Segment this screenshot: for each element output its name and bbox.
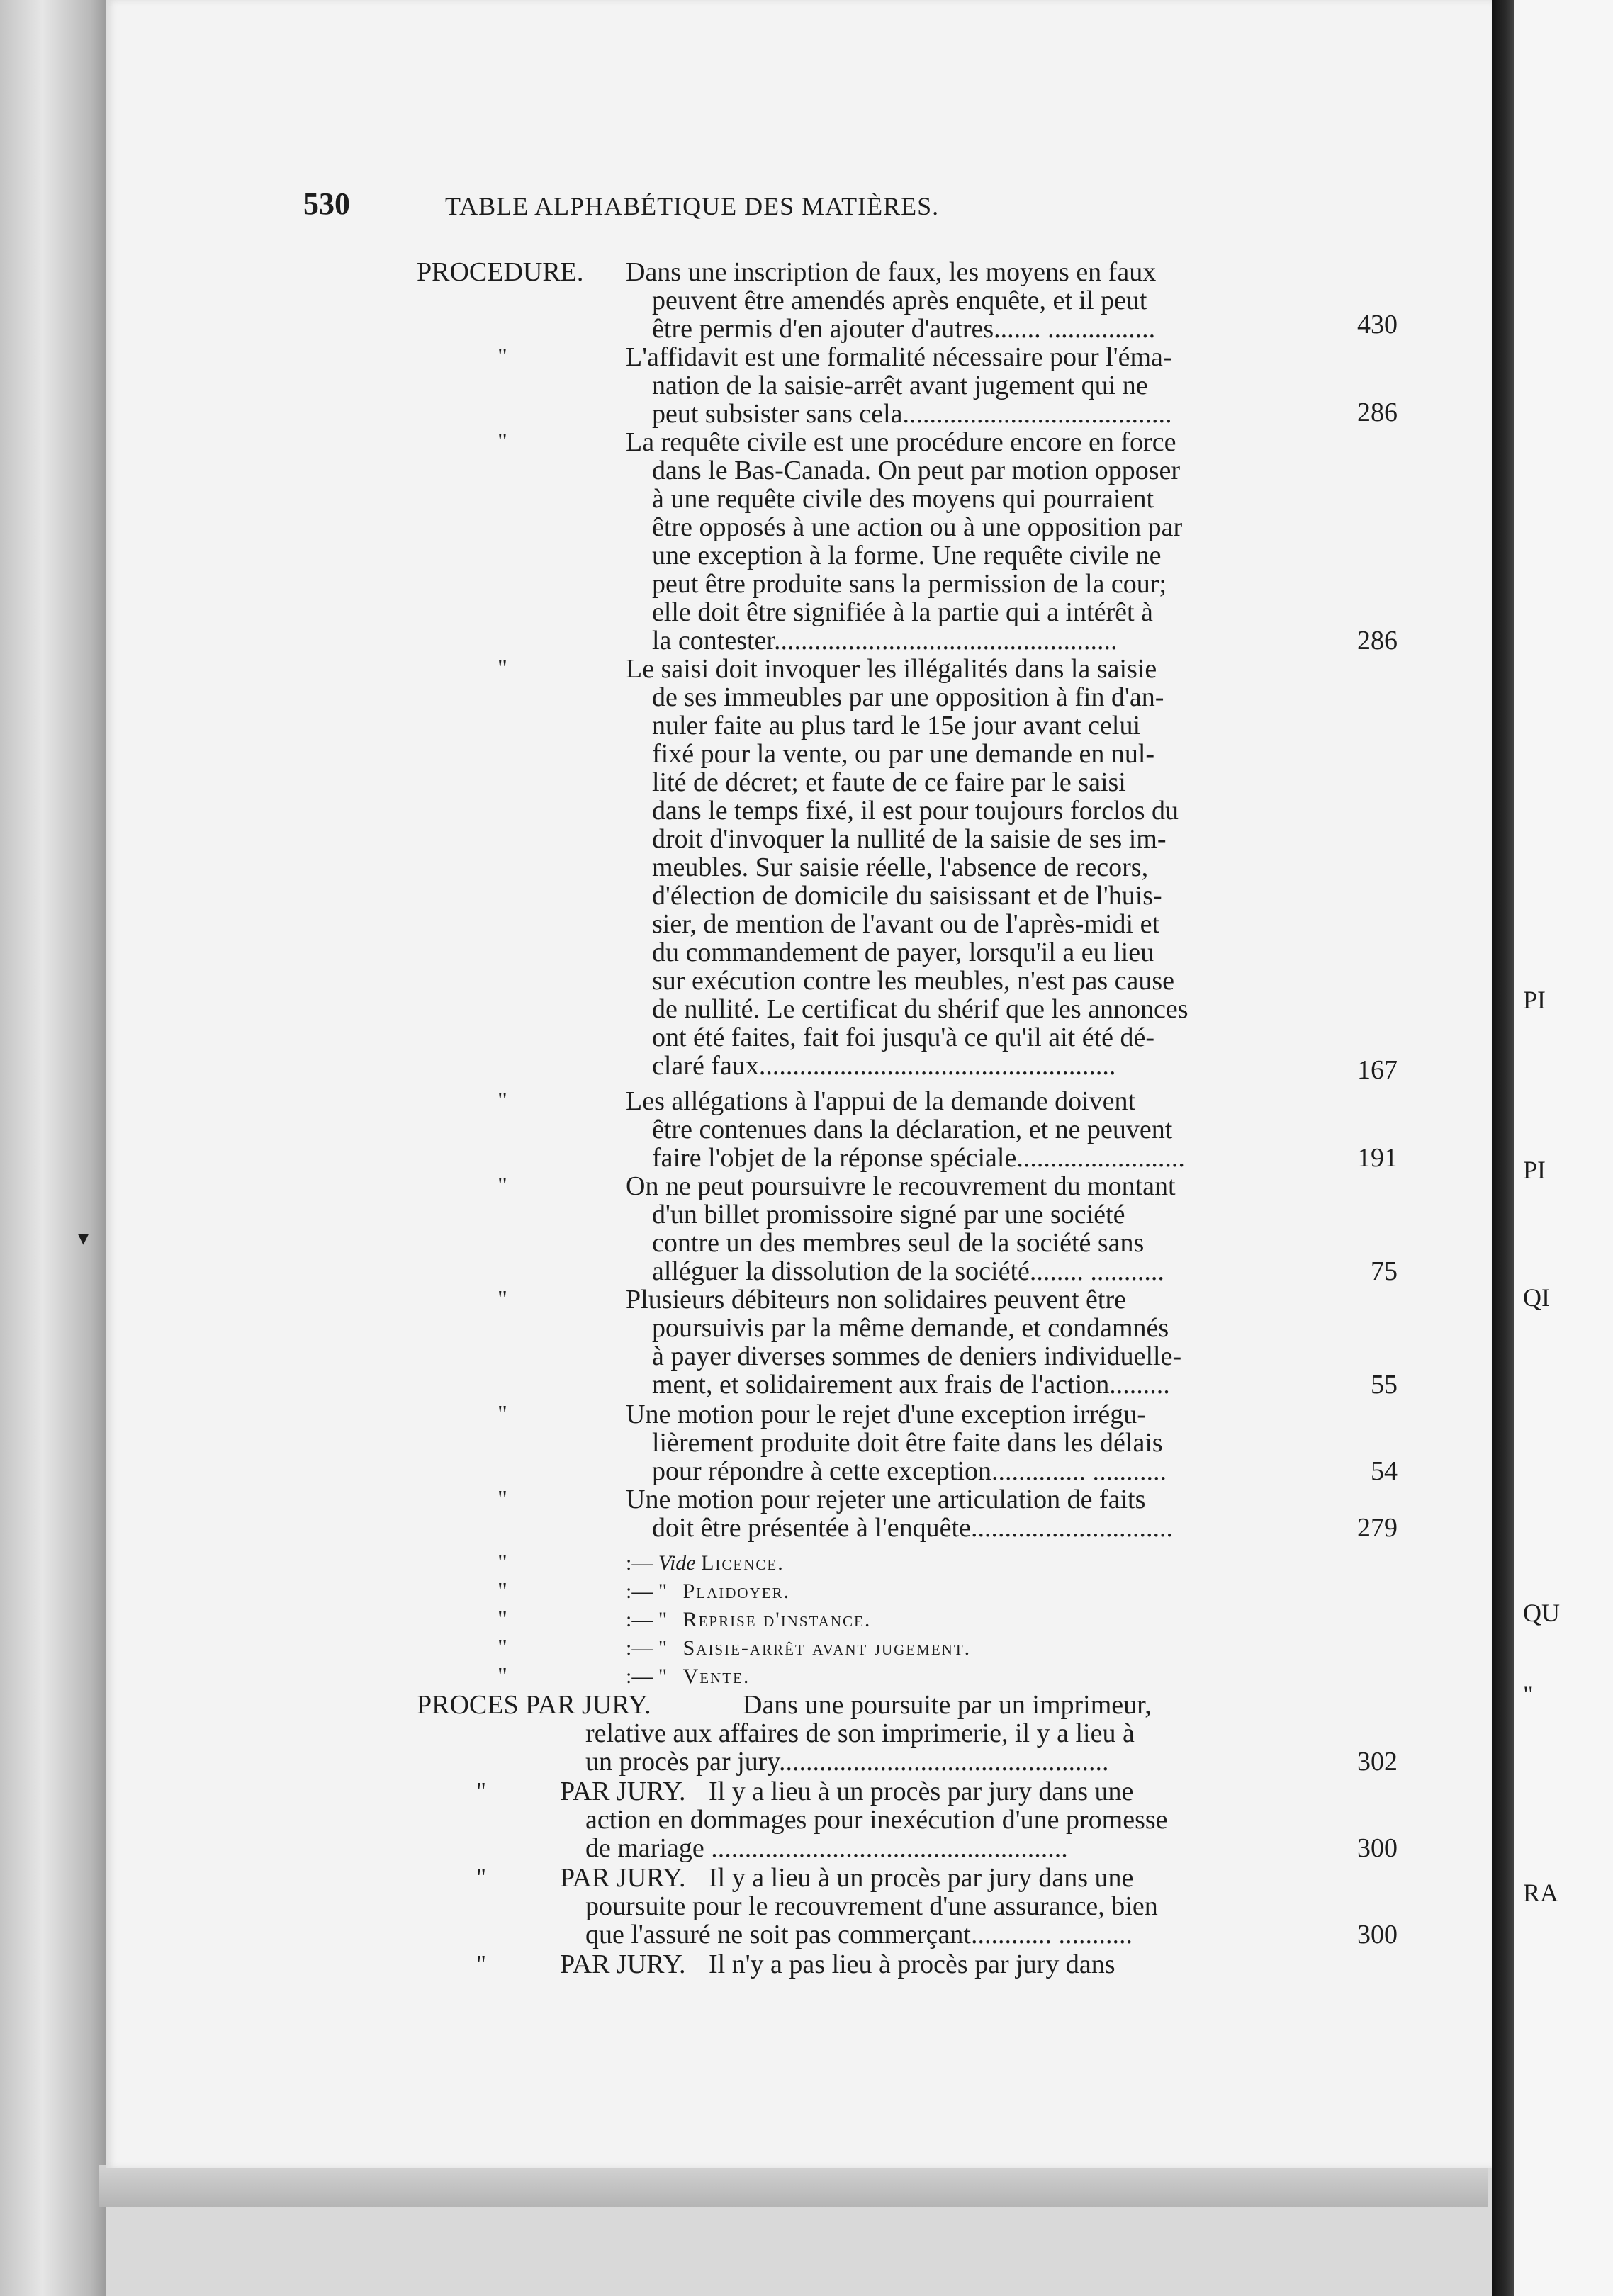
- entry-text-line: peut être produite sans la permission de la cour;: [652, 570, 1167, 598]
- page-reference: 300: [1357, 1920, 1398, 1949]
- ditto-mark: ": [498, 655, 507, 682]
- page-reference: 430: [1357, 310, 1398, 339]
- entry-text-line: doit être présentée à l'enquête..............................: [652, 1514, 1173, 1542]
- adjacent-page-edge: [1514, 0, 1613, 2296]
- cross-reference-prefix: :—: [626, 1551, 653, 1575]
- running-head: [303, 186, 1225, 228]
- ditto-mark: ": [476, 1951, 486, 1977]
- ditto-mark: ": [498, 1550, 507, 1576]
- page-reference: 167: [1357, 1055, 1398, 1085]
- cross-reference-prefix: :— ": [626, 1665, 668, 1688]
- entry-text-line: Les allégations à l'appui de la demande doivent: [626, 1087, 1136, 1115]
- entry-text-line: droit d'invoquer la nullité de la saisie de ses im-: [652, 825, 1167, 853]
- entry-text-line: être permis d'en ajouter d'autres....... ................: [652, 315, 1156, 343]
- ditto-mark: ": [476, 1778, 486, 1804]
- adjacent-page-fragment: RA: [1523, 1879, 1559, 1907]
- entry-text-line: action en dommages pour inexécution d'une promesse: [585, 1806, 1168, 1834]
- entry-text-line: à payer diverses sommes de deniers individuelle-: [652, 1342, 1182, 1371]
- book-gutter: [1492, 0, 1514, 2296]
- page-reference: 75: [1371, 1256, 1398, 1286]
- entry-text-line: être contenues dans la déclaration, et ne peuvent: [652, 1115, 1173, 1144]
- entry-text-line: claré faux.....................................................: [652, 1052, 1116, 1080]
- entry-text-line: lièrement produite doit être faite dans les délais: [652, 1429, 1163, 1457]
- scan-speck: ▾: [78, 1227, 89, 1250]
- page-bottom-edge: [99, 2165, 1488, 2207]
- ditto-mark: ": [498, 344, 507, 370]
- entry-text-line: sier, de mention de l'avant ou de l'après-midi et: [652, 910, 1160, 938]
- ditto-mark: ": [498, 1663, 507, 1689]
- vide-word: Vide: [658, 1551, 696, 1575]
- scan-left-margin: [0, 0, 106, 2296]
- page-reference: 300: [1357, 1833, 1398, 1863]
- entry-text-line: L'affidavit est une formalité nécessaire pour l'éma-: [626, 343, 1172, 371]
- cross-reference: [626, 1662, 1334, 1691]
- ditto-mark: ": [498, 1606, 507, 1633]
- entry-text-line: pour répondre à cette exception.............. ...........: [652, 1457, 1167, 1485]
- entry-text-line: Plusieurs débiteurs non solidaires peuvent être: [626, 1285, 1127, 1314]
- cross-reference: [626, 1606, 1334, 1634]
- entry-text-line: fixé pour la vente, ou par une demande en nul-: [652, 740, 1155, 768]
- page-reference: 54: [1371, 1456, 1398, 1486]
- entry-subheading: PAR JURY.: [560, 1864, 686, 1892]
- entry-text-line: dans le temps fixé, il est pour toujours forclos du: [652, 797, 1179, 825]
- entry-text-line: nuler faite au plus tard le 15e jour avant celui: [652, 711, 1141, 740]
- cross-reference: [626, 1549, 1334, 1577]
- entry-text-line: Le saisi doit invoquer les illégalités dans la saisie: [626, 655, 1157, 683]
- ditto-mark: ": [498, 1088, 507, 1114]
- entry-text-line: d'élection de domicile du saisissant et de l'huis-: [652, 882, 1162, 910]
- cross-reference-target: Reprise d'instance.: [682, 1608, 872, 1631]
- entry-text-line: La requête civile est une procédure encore en force: [626, 428, 1176, 456]
- page-reference: 302: [1357, 1747, 1398, 1777]
- cross-reference-prefix: :— ": [626, 1636, 668, 1660]
- ditto-mark: ": [498, 1286, 507, 1312]
- adjacent-page-fragment: QI: [1523, 1283, 1550, 1312]
- page-reference: 191: [1357, 1143, 1398, 1173]
- entry-heading-proces: PROCES PAR JURY.: [417, 1691, 651, 1719]
- entry-text-line: relative aux affaires de son imprimerie, il y a lieu à: [585, 1719, 1135, 1748]
- entry-text-line: la contester...................................................: [652, 626, 1118, 655]
- entry-text-line: contre un des membres seul de la société sans: [652, 1229, 1145, 1257]
- entry-text-line: elle doit être signifiée à la partie qui a intérêt à: [652, 598, 1153, 626]
- entry-text-line: être opposés à une action ou à une opposition par: [652, 513, 1183, 541]
- adjacent-page-fragment: PI: [1523, 1156, 1546, 1184]
- entry-text-line: ment, et solidairement aux frais de l'action.........: [652, 1371, 1170, 1399]
- entry-text-line: poursuite pour le recouvrement d'une assurance, bien: [585, 1892, 1158, 1920]
- entry-text-line: une exception à la forme. Une requête civile ne: [652, 541, 1162, 570]
- cross-reference-prefix: :— ": [626, 1608, 668, 1631]
- entry-text-line: faire l'objet de la réponse spéciale.........................: [652, 1144, 1185, 1172]
- entry-text-line: poursuivis par la même demande, et condamnés: [652, 1314, 1169, 1342]
- entry-text-line: Il y a lieu à un procès par jury dans une: [709, 1777, 1134, 1806]
- ditto-mark: ": [498, 429, 507, 455]
- entry-text-line: Dans une poursuite par un imprimeur,: [743, 1691, 1152, 1719]
- page-reference: 55: [1371, 1370, 1398, 1400]
- ditto-mark: ": [498, 1173, 507, 1199]
- ditto-mark: ": [498, 1486, 507, 1512]
- entry-text-line: meubles. Sur saisie réelle, l'absence de recors,: [652, 853, 1149, 882]
- ditto-mark: ": [498, 1578, 507, 1604]
- entry-text-line: que l'assuré ne soit pas commerçant............ ...........: [585, 1920, 1133, 1949]
- entry-text-line: sur exécution contre les meubles, n'est pas cause: [652, 967, 1175, 995]
- entry-text-line: ont été faites, fait foi jusqu'à ce qu'il ait été dé-: [652, 1023, 1155, 1052]
- cross-reference-prefix: :— ": [626, 1580, 668, 1603]
- entry-text-line: un procès par jury.................................................: [585, 1748, 1109, 1776]
- cross-reference: [626, 1577, 1334, 1606]
- entry-text-line: On ne peut poursuivre le recouvrement du montant: [626, 1172, 1176, 1200]
- entry-subheading: PAR JURY.: [560, 1777, 686, 1806]
- entry-text-line: alléguer la dissolution de la société........ ...........: [652, 1257, 1164, 1285]
- page-reference: 286: [1357, 626, 1398, 655]
- entry-text-line: d'un billet promissoire signé par une société: [652, 1200, 1125, 1229]
- adjacent-page-fragment: QU: [1523, 1599, 1560, 1627]
- entry-text-line: Dans une inscription de faux, les moyens en faux: [626, 258, 1157, 286]
- entry-text-line: Une motion pour rejeter une articulation de faits: [626, 1485, 1146, 1514]
- cross-reference-target: Licence.: [701, 1551, 785, 1575]
- entry-text-line: de mariage .....................................................: [585, 1834, 1068, 1862]
- adjacent-page-fragment: PI: [1523, 986, 1546, 1014]
- entry-text-line: Il y a lieu à un procès par jury dans une: [709, 1864, 1134, 1892]
- ditto-mark: ": [498, 1635, 507, 1661]
- page-reference: 286: [1357, 398, 1398, 427]
- entry-text-line: dans le Bas-Canada. On peut par motion opposer: [652, 456, 1181, 485]
- adjacent-page-fragment: ": [1523, 1680, 1534, 1709]
- entry-text-line: du commandement de payer, lorsqu'il a eu lieu: [652, 938, 1154, 967]
- entry-text-line: de ses immeubles par une opposition à fin d'an-: [652, 683, 1164, 711]
- ditto-mark: ": [476, 1864, 486, 1891]
- entry-text-line: Il n'y a pas lieu à procès par jury dans: [709, 1950, 1115, 1979]
- entry-text-line: à une requête civile des moyens qui pourraient: [652, 485, 1154, 513]
- entry-subheading: PAR JURY.: [560, 1950, 686, 1979]
- entry-text-line: de nullité. Le certificat du shérif que les annonces: [652, 995, 1188, 1023]
- page-number: 530: [303, 186, 350, 221]
- entry-text-line: Une motion pour le rejet d'une exception irrégu-: [626, 1400, 1146, 1429]
- running-title: TABLE ALPHABÉTIQUE DES MATIÈRES.: [445, 192, 940, 220]
- entry-text-line: lité de décret; et faute de ce faire par le saisi: [652, 768, 1126, 797]
- cross-reference: [626, 1634, 1334, 1662]
- entry-heading-procedure: PROCEDURE.: [417, 258, 584, 286]
- ditto-mark: ": [498, 1401, 507, 1427]
- cross-reference-target: Saisie-arrêt avant jugement.: [682, 1636, 972, 1660]
- entry-text-line: peuvent être amendés après enquête, et il peut: [652, 286, 1147, 315]
- page-reference: 279: [1357, 1513, 1398, 1543]
- entry-text-line: peut subsister sans cela........................................: [652, 400, 1172, 428]
- cross-reference-target: Vente.: [682, 1665, 751, 1688]
- cross-reference-target: Plaidoyer.: [682, 1580, 791, 1603]
- entry-text-line: nation de la saisie-arrêt avant jugement qui ne: [652, 371, 1148, 400]
